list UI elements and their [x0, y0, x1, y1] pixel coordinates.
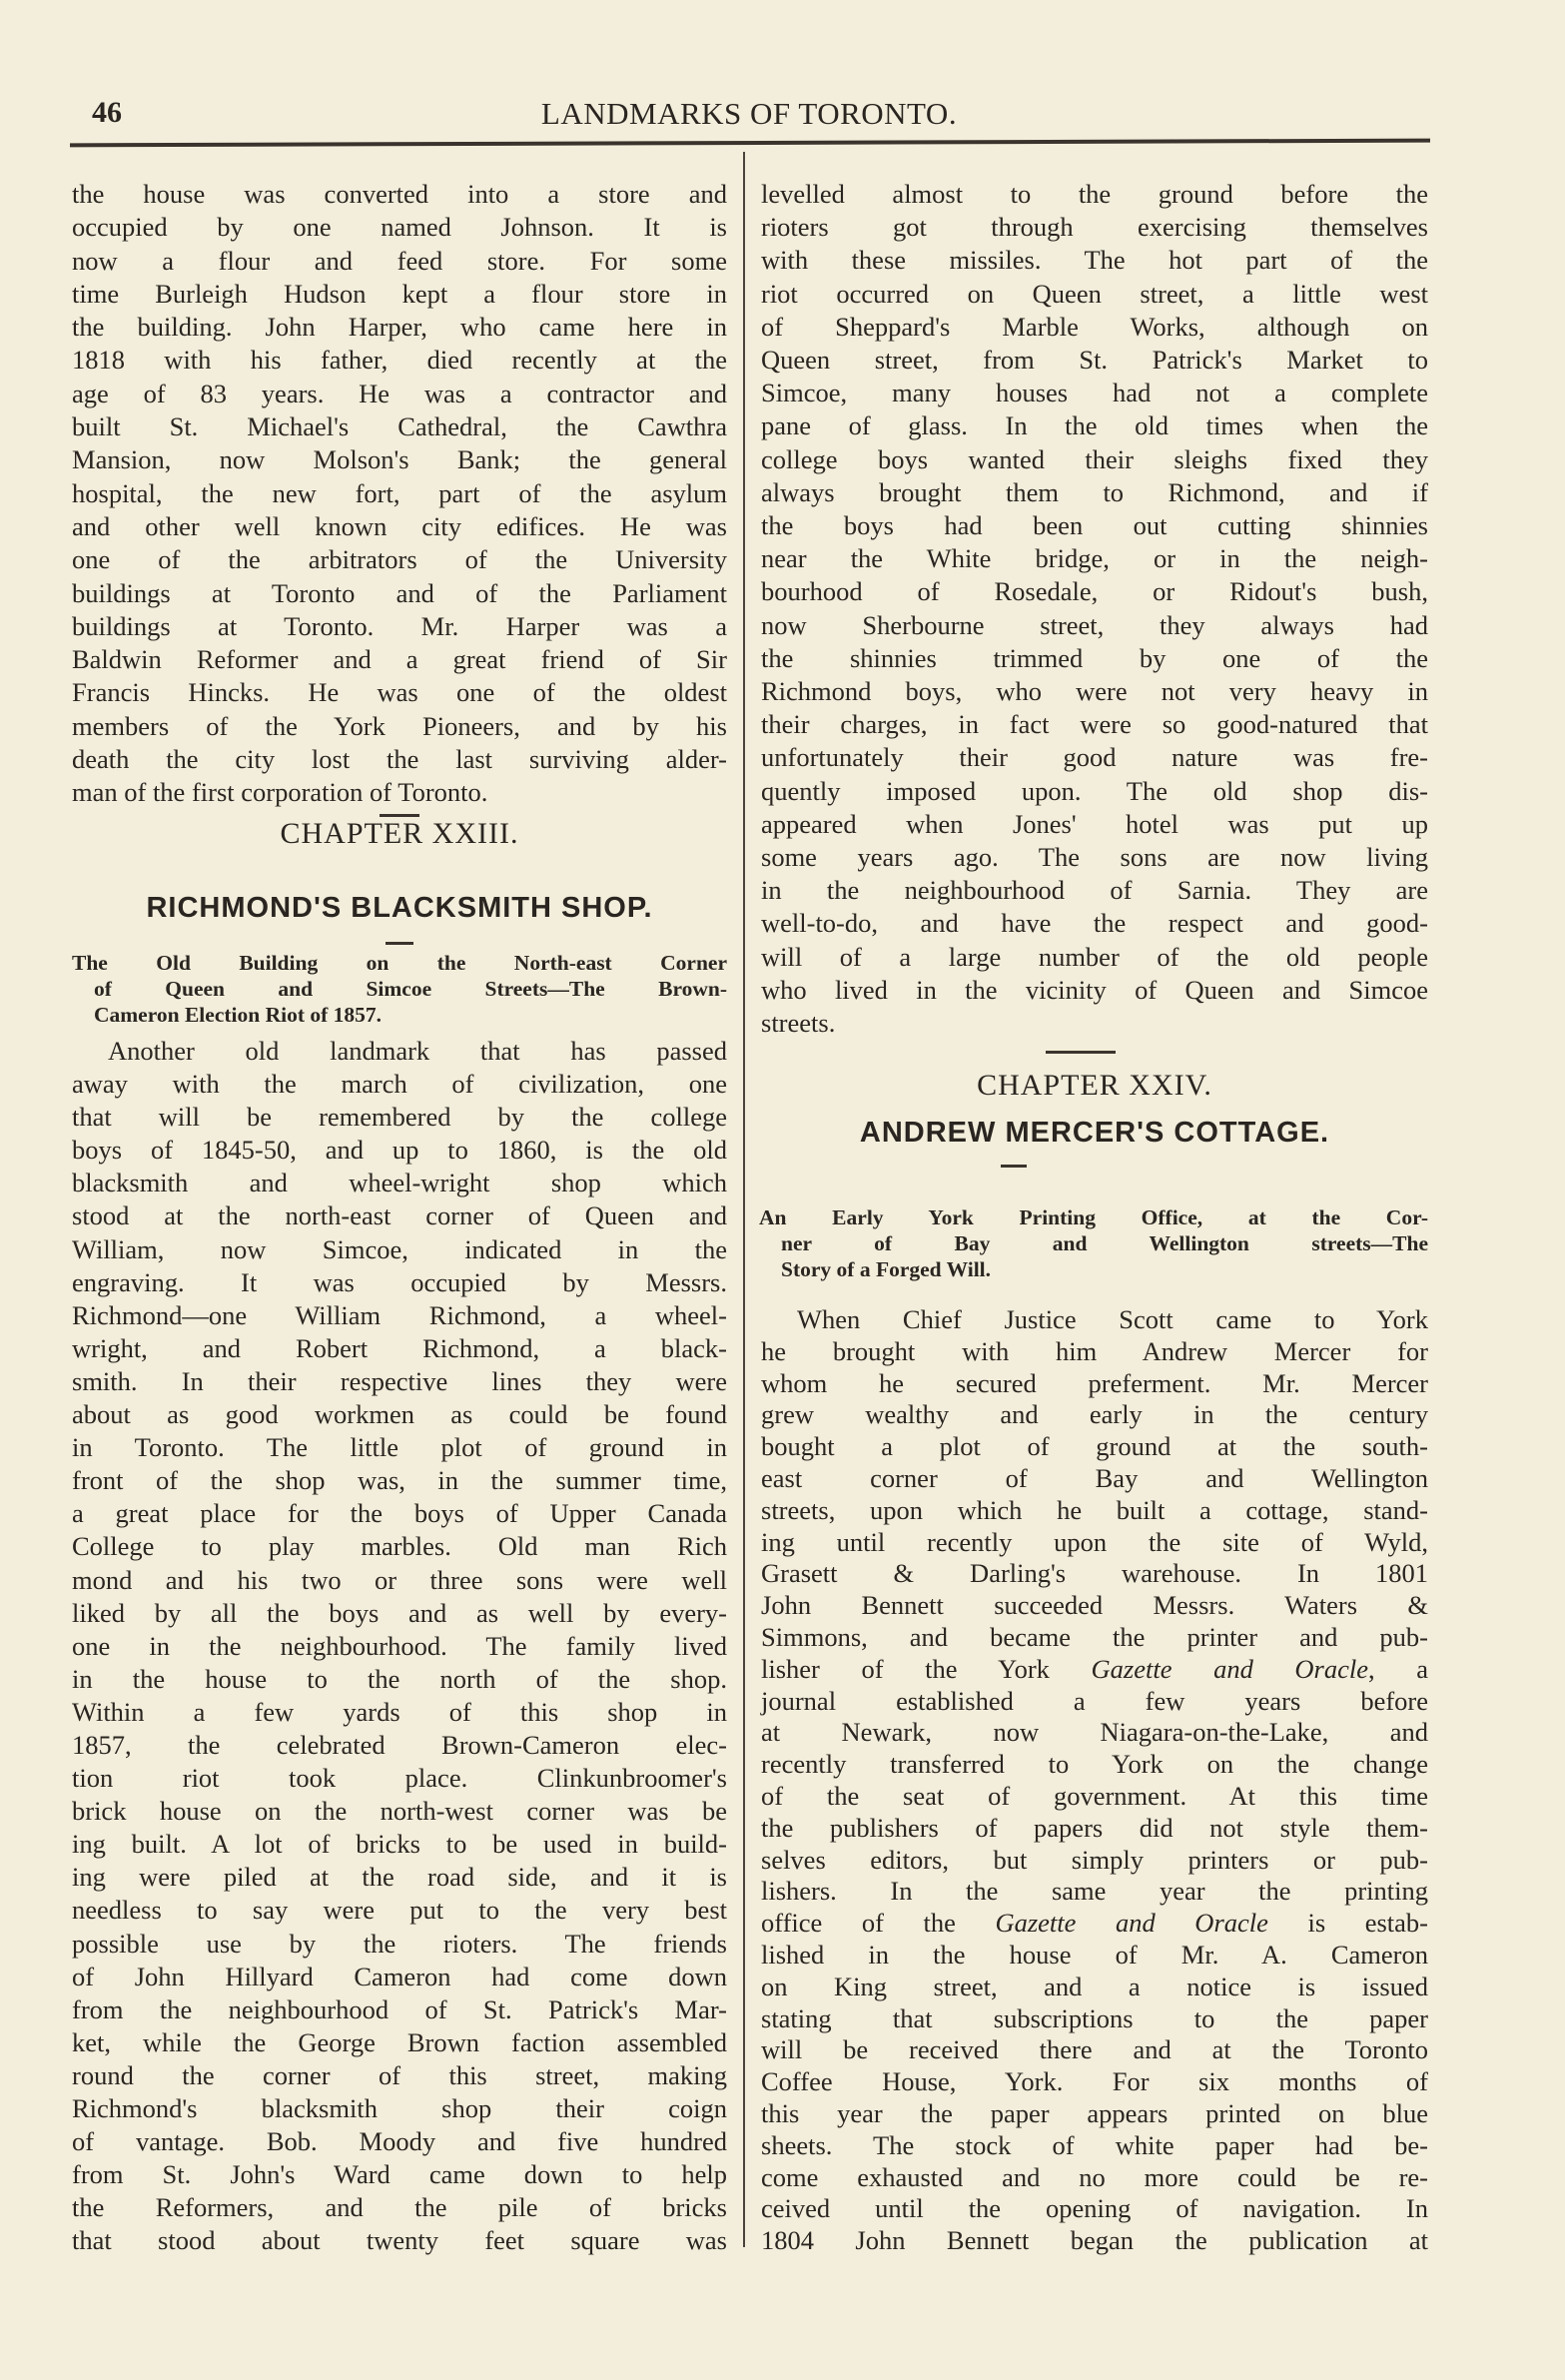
subtitle-line: Story of a Forged Will.	[781, 1257, 992, 1281]
text-line: death the city lost the last surviving alder-	[72, 744, 727, 775]
text-line: journal established a few years before	[761, 1685, 1428, 1716]
text-line: Within a few yards of this shop in	[72, 1696, 727, 1727]
subtitle-line: ner of Bay and Wellington streets—The	[781, 1231, 1428, 1255]
header-rule	[70, 139, 1430, 148]
text-line: front of the shop was, in the summer time,	[72, 1465, 727, 1496]
text-line: streets.	[761, 1008, 836, 1039]
text-line: College to play marbles. Old man Rich	[72, 1531, 727, 1562]
text-line: tion riot took place. Clinkunbroomer's	[72, 1763, 727, 1794]
text-line: on King street, and a notice is issued	[761, 1971, 1428, 2001]
page-number: 46	[92, 96, 122, 129]
text-line: unfortunately their good nature was fre-	[761, 742, 1428, 773]
text-line: one of the arbitrators of the University	[72, 544, 727, 575]
text-line: the shinnies trimmed by one of the	[761, 642, 1428, 673]
text-line: that stood about twenty feet square was	[72, 2225, 727, 2256]
text-line: buildings at Toronto and of the Parliament	[72, 577, 727, 608]
text-line: Another old landmark that has passed	[108, 1036, 727, 1066]
text-line: about as good workmen as could be found	[72, 1399, 727, 1430]
text-line: brick house on the north-west corner was be	[72, 1796, 727, 1827]
text-line: Richmond's blacksmith shop their coign	[72, 2093, 727, 2123]
text-line: college boys wanted their sleighs fixed they	[761, 443, 1428, 474]
text-line: Richmond—one William Richmond, a wheel-	[72, 1299, 727, 1330]
chapter-subtitle	[759, 1204, 1428, 1282]
italic-title: Gazette and Oracle	[995, 1908, 1268, 1939]
text-line: Mansion, now Molson's Bank; the general	[72, 444, 727, 475]
text-line: Francis Hincks. He was one of the oldest	[72, 677, 727, 708]
text-line: buildings at Toronto. Mr. Harper was a	[72, 610, 727, 641]
text-line: whom he secured preferment. Mr. Mercer	[761, 1367, 1428, 1398]
text-line: ket, while the George Brown faction assembled	[72, 2026, 727, 2057]
text-line: engraving. It was occupied by Messrs.	[72, 1266, 727, 1297]
text-line: occupied by one named Johnson. It is	[72, 212, 727, 243]
text-line: time Burleigh Hudson kept a flour store in	[72, 278, 727, 309]
text-line: round the corner of this street, making	[72, 2059, 727, 2090]
text-line: William, now Simcoe, indicated in the	[72, 1233, 727, 1264]
text-line: of the seat of government. At this time	[761, 1780, 1428, 1811]
chapter-heading: CHAPTER XXIV.	[977, 1069, 1212, 1102]
text-line: with these missiles. The hot part of the	[761, 245, 1428, 276]
text-line: who lived in the vicinity of Queen and Simcoe	[761, 974, 1428, 1005]
text-line: Simmons, and became the printer and pub-	[761, 1621, 1428, 1652]
text-line: ing were piled at the road side, and it is	[72, 1862, 727, 1893]
text-line: ing built. A lot of bricks to be used in build-	[72, 1829, 727, 1860]
chapter-title: RICHMOND'S BLACKSMITH SHOP.	[146, 892, 653, 924]
text-segment: office of the	[761, 1908, 996, 1939]
text-line: sheets. The stock of white paper had be-	[761, 2129, 1428, 2160]
text-line: 1804 John Bennett began the publication at	[761, 2225, 1428, 2256]
title-divider	[386, 942, 413, 945]
text-line: selves editors, but simply printers or pub-	[761, 1844, 1428, 1875]
text-line: possible use by the rioters. The friends	[72, 1928, 727, 1959]
text-line: now Sherbourne street, they always had	[761, 609, 1428, 640]
italic-title: Gazette and Oracle	[1091, 1653, 1369, 1684]
subtitle-line: Cameron Election Riot of 1857.	[94, 1003, 383, 1027]
text-line: Richmond boys, who were not very heavy in	[761, 676, 1428, 707]
text-line: their charges, in fact were so good-natured that	[761, 709, 1428, 740]
text-line: blacksmith and wheel-wright shop which	[72, 1168, 727, 1198]
chapter-title: ANDREW MERCER'S COTTAGE.	[859, 1117, 1330, 1149]
chapter-body-text	[761, 1304, 1428, 2257]
text-line: the boys had been out cutting shinnies	[761, 510, 1428, 541]
title-divider	[1001, 1165, 1027, 1168]
text-line: lishers. In the same year the printing	[761, 1876, 1428, 1907]
text-line: well-to-do, and have the respect and good-	[761, 908, 1428, 939]
text-line: Coffee House, York. For six months of	[761, 2066, 1428, 2097]
text-segment: lisher of the York	[761, 1653, 1092, 1684]
text-line: lished in the house of Mr. A. Cameron	[761, 1939, 1428, 1970]
text-line: of Sheppard's Marble Works, although on	[761, 311, 1428, 342]
text-line: this year the paper appears printed on blue	[761, 2097, 1428, 2128]
text-line: members of the York Pioneers, and by his	[72, 710, 727, 741]
text-line: will of a large number of the old people	[761, 941, 1428, 972]
text-line: bourhood of Rosedale, or Ridout's bush,	[761, 576, 1428, 607]
text-line: built St. Michael's Cathedral, the Cawthra	[72, 411, 727, 442]
text-line: one in the neighbourhood. The family lived	[72, 1630, 727, 1661]
text-line: always brought them to Richmond, and if	[761, 476, 1428, 507]
text-line: pane of glass. In the old times when the	[761, 410, 1428, 441]
text-line: from St. John's Ward came down to help	[72, 2159, 727, 2190]
text-line: and other well known city edifices. He was	[72, 510, 727, 541]
text-line: wright, and Robert Richmond, a black-	[72, 1332, 727, 1363]
text-line: in Toronto. The little plot of ground in	[72, 1432, 727, 1463]
chapter-subtitle	[72, 950, 727, 1028]
text-line: When Chief Justice Scott came to York	[797, 1304, 1428, 1334]
text-line: Queen street, from St. Patrick's Market to	[761, 345, 1428, 376]
text-line: 1857, the celebrated Brown-Cameron elec-	[72, 1729, 727, 1760]
chapter-divider	[1046, 1051, 1116, 1054]
text-line: the house was converted into a store and	[72, 179, 727, 209]
subtitle-line: of Queen and Simcoe Streets—The Brown-	[94, 977, 727, 1001]
text-line: some years ago. The sons are now living	[761, 842, 1428, 873]
text-line: Simcoe, many houses had not a complete	[761, 378, 1428, 408]
text-line	[761, 1908, 1428, 1940]
text-line: quently imposed upon. The old shop dis-	[761, 775, 1428, 806]
text-line: the publishers of papers did not style them-	[761, 1812, 1428, 1843]
right-continuation-text	[761, 178, 1428, 1040]
text-line: 1818 with his father, died recently at the	[72, 345, 727, 376]
column-divider	[743, 152, 745, 2247]
text-line: Grasett & Darling's warehouse. In 1801	[761, 1558, 1428, 1589]
text-line: at Newark, now Niagara-on-the-Lake, and	[761, 1717, 1428, 1748]
text-line: in the neighbourhood of Sarnia. They are	[761, 875, 1428, 906]
text-line: rioters got through exercising themselves	[761, 212, 1428, 243]
text-line: levelled almost to the ground before the	[761, 179, 1428, 209]
text-line: smith. In their respective lines they were	[72, 1365, 727, 1396]
text-line: stating that subscriptions to the paper	[761, 2002, 1428, 2033]
subtitle-line: The Old Building on the North-east Corner	[72, 951, 727, 975]
text-line: he brought with him Andrew Mercer for	[761, 1335, 1428, 1366]
text-line: riot occurred on Queen street, a little west	[761, 278, 1428, 309]
text-line: away with the march of civilization, one	[72, 1069, 727, 1100]
text-segment: is estab-	[1267, 1908, 1428, 1939]
text-line: John Bennett succeeded Messrs. Waters &	[761, 1590, 1428, 1621]
text-line: ceived until the opening of navigation. In	[761, 2193, 1428, 2224]
text-line: mond and his two or three sons were well	[72, 1564, 727, 1595]
text-line: ing until recently upon the site of Wyld,	[761, 1526, 1428, 1557]
text-line: man of the first corporation of Toronto.	[72, 777, 488, 808]
text-line: in the house to the north of the shop.	[72, 1663, 727, 1694]
text-line: east corner of Bay and Wellington	[761, 1462, 1428, 1493]
text-line: Baldwin Reformer and a great friend of Sir	[72, 644, 727, 675]
text-line: grew wealthy and early in the century	[761, 1399, 1428, 1430]
text-line	[761, 1654, 1428, 1686]
text-line: appeared when Jones' hotel was put up	[761, 808, 1428, 839]
text-line: of vantage. Bob. Moody and five hundred	[72, 2126, 727, 2157]
text-line: the building. John Harper, who came here in	[72, 312, 727, 343]
text-line: bought a plot of ground at the south-	[761, 1431, 1428, 1462]
text-line: the Reformers, and the pile of bricks	[72, 2192, 727, 2223]
text-line: come exhausted and no more could be re-	[761, 2161, 1428, 2192]
text-line: boys of 1845-50, and up to 1860, is the old	[72, 1135, 727, 1166]
text-line: from the neighbourhood of St. Patrick's Mar-	[72, 1993, 727, 2024]
text-line: liked by all the boys and as well by every-	[72, 1597, 727, 1628]
chapter-heading: CHAPTER XXIII.	[280, 817, 519, 850]
text-line: recently transferred to York on the change	[761, 1749, 1428, 1780]
running-title: LANDMARKS OF TORONTO.	[540, 96, 958, 131]
text-line: of John Hillyard Cameron had come down	[72, 1961, 727, 1991]
text-line: age of 83 years. He was a contractor and	[72, 378, 727, 408]
chapter-body-text	[72, 1035, 727, 2257]
subtitle-line: An Early York Printing Office, at the Cor-	[759, 1205, 1428, 1229]
text-line: near the White bridge, or in the neigh-	[761, 543, 1428, 574]
text-line: will be received there and at the Toronto	[761, 2034, 1428, 2065]
text-line: hospital, the new fort, part of the asylum	[72, 477, 727, 508]
text-line: stood at the north-east corner of Queen and	[72, 1200, 727, 1231]
text-line: that will be remembered by the college	[72, 1102, 727, 1133]
text-line: streets, upon which he built a cottage, stand-	[761, 1494, 1428, 1525]
text-line: needless to say were put to the very best	[72, 1895, 727, 1926]
text-line: now a flour and feed store. For some	[72, 245, 727, 276]
text-segment: , a	[1368, 1653, 1428, 1684]
left-continuation-text	[72, 178, 727, 810]
text-line: a great place for the boys of Upper Canada	[72, 1498, 727, 1529]
